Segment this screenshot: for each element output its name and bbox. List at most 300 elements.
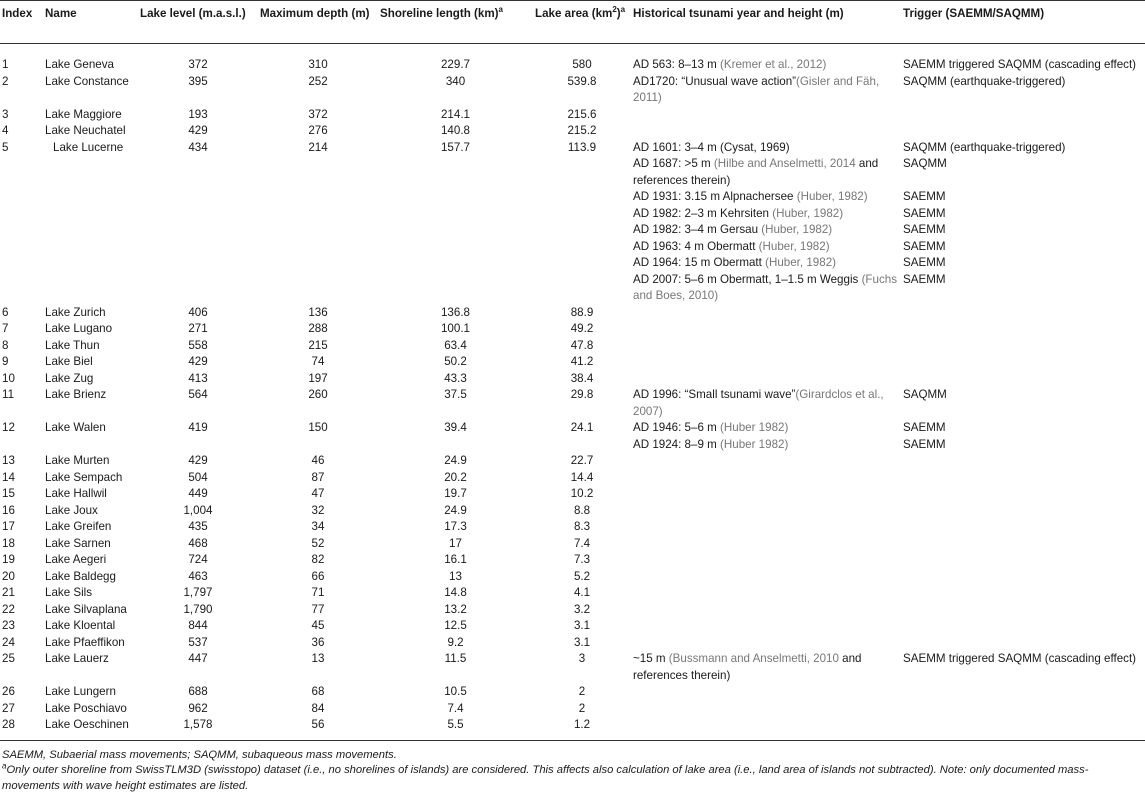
cell-shoreline: 10.5 bbox=[444, 685, 467, 698]
tsunami-event bbox=[633, 651, 899, 684]
cell-historical-tsunami bbox=[631, 123, 901, 140]
cell-index: 18 bbox=[2, 536, 15, 550]
table-row bbox=[0, 618, 1145, 635]
table-row bbox=[0, 569, 1145, 586]
cell-max-depth: 46 bbox=[311, 454, 325, 467]
cell-index: 23 bbox=[2, 619, 15, 632]
cell-shoreline: 50.2 bbox=[444, 355, 467, 368]
cell-historical-tsunami bbox=[631, 569, 901, 586]
event-reference: (Huber, 1982) bbox=[772, 206, 844, 220]
cell-trigger bbox=[901, 552, 1145, 569]
cell-trigger bbox=[901, 651, 1145, 684]
cell-name: Lake Silvaplana bbox=[45, 602, 127, 616]
cell-index: 11 bbox=[2, 388, 15, 401]
table-row bbox=[0, 684, 1145, 701]
cell-area: 8.8 bbox=[573, 503, 591, 517]
cell-lake-level: 463 bbox=[188, 569, 208, 583]
cell-area: 215.6 bbox=[567, 107, 597, 121]
event-text: AD 1601: 3–4 m (Cysat, 1969) bbox=[633, 140, 790, 154]
cell-index: 19 bbox=[2, 553, 15, 566]
table-row bbox=[0, 321, 1145, 338]
cell-shoreline: 63.4 bbox=[444, 338, 467, 352]
cell-name: Lake Thun bbox=[45, 338, 100, 352]
table-header bbox=[0, 1, 1145, 44]
trigger-value: SAEMM bbox=[903, 206, 946, 220]
footnote-a: $^a$Only outer shoreline from SwissTLM3D (swisstopo) dataset (i.e., no shorelines of islands) are considered. This affects also calculation of lake area (i.e., land area of islands not subtracted). Note: only documented mass-movements with wave height estimates are listed. bbox=[2, 761, 1089, 792]
cell-trigger bbox=[901, 717, 1145, 740]
table-row bbox=[0, 552, 1145, 569]
cell-lake-level: 564 bbox=[188, 388, 208, 401]
table-row bbox=[0, 44, 1145, 74]
cell-max-depth: 252 bbox=[308, 74, 328, 88]
cell-trigger bbox=[901, 602, 1145, 619]
cell-max-depth: 52 bbox=[311, 536, 325, 550]
trigger-value: SAEMM bbox=[903, 437, 946, 451]
cell-shoreline: 11.5 bbox=[444, 652, 467, 665]
tsunami-event bbox=[633, 387, 899, 420]
cell-shoreline: 140.8 bbox=[440, 124, 470, 137]
table-row bbox=[0, 354, 1145, 371]
cell-historical-tsunami bbox=[631, 684, 901, 701]
table-row bbox=[0, 503, 1145, 520]
cell-index: 5 bbox=[2, 140, 9, 154]
event-text: AD 1924: 8–9 m bbox=[633, 437, 721, 451]
cell-area: 2 bbox=[578, 701, 586, 715]
tsunami-event bbox=[633, 239, 899, 256]
event-reference: (Huber, 1982) bbox=[796, 190, 868, 203]
cell-shoreline: 214.1 bbox=[440, 107, 470, 121]
cell-name: Lake Zug bbox=[45, 371, 94, 385]
cell-shoreline: 20.2 bbox=[444, 470, 467, 484]
table-row bbox=[0, 519, 1145, 536]
cell-area: 24.1 bbox=[570, 421, 594, 434]
cell-historical-tsunami bbox=[631, 635, 901, 652]
tsunami-event bbox=[633, 437, 899, 454]
cell-max-depth: 136 bbox=[308, 305, 328, 319]
cell-historical-tsunami bbox=[631, 140, 901, 305]
cell-index: 25 bbox=[2, 652, 15, 665]
cell-area: 10.2 bbox=[570, 487, 594, 500]
cell-name: Lake Lugano bbox=[45, 322, 113, 335]
cell-lake-level: 504 bbox=[188, 470, 208, 484]
cell-index: 7 bbox=[2, 322, 9, 335]
event-text: AD 1982: 3–4 m Gersau bbox=[633, 223, 762, 236]
tsunami-event bbox=[633, 272, 899, 305]
cell-trigger bbox=[901, 107, 1145, 124]
cell-area: 3 bbox=[578, 652, 586, 665]
cell-index: 1 bbox=[2, 58, 9, 71]
event-reference: (Hilbe and Anselmetti, 2014 bbox=[713, 157, 856, 170]
cell-trigger bbox=[901, 44, 1145, 74]
cell-historical-tsunami bbox=[631, 371, 901, 388]
cell-trigger bbox=[901, 684, 1145, 701]
cell-name: Lake Sarnen bbox=[45, 536, 111, 550]
event-reference: (Huber, 1982) bbox=[758, 239, 830, 253]
table-row bbox=[0, 387, 1145, 420]
cell-index: 14 bbox=[2, 470, 15, 484]
cell-area: 1.2 bbox=[533, 717, 631, 740]
cell-trigger bbox=[901, 371, 1145, 388]
cell-historical-tsunami bbox=[631, 44, 901, 74]
cell-lake-level: 271 bbox=[188, 322, 208, 335]
cell-lake-level: 558 bbox=[188, 338, 208, 352]
tsunami-event bbox=[633, 255, 899, 272]
cell-lake-level: 449 bbox=[188, 487, 208, 500]
table-footnotes bbox=[0, 748, 1145, 795]
cell-historical-tsunami bbox=[631, 519, 901, 536]
cell-lake-level: 434 bbox=[188, 140, 208, 154]
event-text: ~15 m bbox=[633, 652, 669, 665]
cell-index: 6 bbox=[2, 305, 9, 319]
cell-name: Lake Oeschinen bbox=[43, 717, 138, 740]
cell-lake-level: 1,004 bbox=[183, 503, 213, 517]
event-text: AD 1982: 2–3 m Kehrsiten bbox=[633, 206, 773, 220]
event-reference: (Fuchs and Boes, 2010) bbox=[633, 272, 897, 302]
table-row bbox=[0, 536, 1145, 553]
cell-max-depth: 214 bbox=[308, 140, 328, 154]
trigger-value: SAEMM triggered SAQMM (cascading effect) bbox=[903, 58, 1137, 71]
table-row bbox=[0, 585, 1145, 602]
cell-max-depth: 372 bbox=[308, 107, 328, 121]
trigger-value: SAQMM (earthquake-triggered) bbox=[903, 74, 1066, 88]
cell-shoreline: 7.4 bbox=[447, 701, 464, 715]
tsunami-event bbox=[633, 420, 899, 437]
table-body bbox=[0, 44, 1145, 741]
cell-historical-tsunami bbox=[631, 74, 901, 107]
cell-index: 24 bbox=[2, 635, 15, 649]
event-reference: (Huber 1982) bbox=[720, 437, 789, 451]
cell-lake-level: 372 bbox=[188, 58, 208, 71]
cell-historical-tsunami bbox=[631, 486, 901, 503]
table-row bbox=[0, 701, 1145, 718]
cell-area: 4.1 bbox=[573, 586, 591, 599]
header-name: Name bbox=[43, 1, 138, 44]
cell-area: 2 bbox=[578, 685, 586, 698]
cell-historical-tsunami bbox=[631, 602, 901, 619]
cell-shoreline: 19.7 bbox=[444, 487, 467, 500]
cell-name: Lake Greifen bbox=[45, 520, 112, 533]
cell-area: 3.1 bbox=[573, 619, 591, 632]
event-text-cont: and references therein) bbox=[633, 157, 879, 187]
cell-trigger bbox=[901, 519, 1145, 536]
cell-shoreline: 39.4 bbox=[444, 421, 467, 434]
cell-name: Lake Hallwil bbox=[45, 487, 107, 500]
cell-max-depth: 32 bbox=[311, 503, 325, 517]
trigger-value: SAEMM bbox=[903, 190, 946, 203]
event-reference: (Girardclos et al., 2007) bbox=[633, 388, 884, 418]
header-index: Index bbox=[0, 1, 43, 44]
cell-area: 41.2 bbox=[570, 355, 594, 368]
event-reference: (Gisler and Fäh, 2011) bbox=[633, 74, 880, 104]
cell-max-depth: 84 bbox=[311, 701, 325, 715]
cell-index: 4 bbox=[2, 124, 9, 137]
cell-area: 580 bbox=[572, 58, 592, 71]
cell-name: Lake Aegeri bbox=[45, 553, 107, 566]
cell-index: 28 bbox=[0, 717, 43, 740]
tsunami-event bbox=[633, 57, 899, 74]
cell-area: 7.4 bbox=[573, 536, 591, 550]
cell-name: Lake Maggiore bbox=[45, 107, 122, 121]
cell-index: 2 bbox=[2, 74, 9, 88]
cell-max-depth: 71 bbox=[311, 586, 325, 599]
cell-name: Lake Constance bbox=[45, 74, 129, 88]
event-text: AD 2007: 5–6 m Obermatt, 1–1.5 m Weggis bbox=[633, 272, 862, 286]
cell-max-depth: 197 bbox=[308, 371, 328, 385]
table-row bbox=[0, 74, 1145, 107]
event-text: AD 1963: 4 m Obermatt bbox=[633, 239, 759, 253]
cell-lake-level: 429 bbox=[188, 124, 208, 137]
cell-index: 9 bbox=[2, 355, 9, 368]
cell-shoreline: 100.1 bbox=[440, 322, 470, 335]
cell-max-depth: 13 bbox=[311, 652, 325, 665]
cell-historical-tsunami bbox=[631, 453, 901, 470]
cell-shoreline: 17.3 bbox=[444, 520, 467, 533]
cell-historical-tsunami bbox=[631, 338, 901, 355]
event-reference: (Bussmann and Anselmetti, 2010 bbox=[668, 652, 839, 665]
cell-area: 8.3 bbox=[573, 520, 591, 533]
cell-lake-level: 1,578 bbox=[138, 717, 258, 740]
cell-max-depth: 276 bbox=[308, 124, 328, 137]
cell-lake-level: 724 bbox=[188, 553, 208, 566]
trigger-value: SAEMM bbox=[903, 421, 946, 434]
table-row bbox=[0, 123, 1145, 140]
cell-area: 215.2 bbox=[567, 124, 597, 137]
cell-historical-tsunami bbox=[631, 321, 901, 338]
cell-name: Lake Pfaeffikon bbox=[45, 635, 125, 649]
cell-trigger bbox=[901, 486, 1145, 503]
cell-trigger bbox=[901, 585, 1145, 602]
cell-max-depth: 87 bbox=[311, 470, 325, 484]
cell-shoreline: 12.5 bbox=[444, 619, 467, 632]
cell-trigger bbox=[901, 701, 1145, 718]
cell-area: 49.2 bbox=[570, 322, 594, 335]
cell-trigger bbox=[901, 354, 1145, 371]
cell-name: Lake Sempach bbox=[45, 470, 123, 484]
cell-index: 15 bbox=[2, 487, 15, 500]
cell-historical-tsunami bbox=[631, 305, 901, 322]
cell-historical-tsunami bbox=[631, 618, 901, 635]
cell-index: 12 bbox=[2, 421, 15, 434]
table-row bbox=[0, 338, 1145, 355]
cell-index: 22 bbox=[2, 602, 15, 616]
cell-area: 22.7 bbox=[570, 454, 594, 467]
cell-max-depth: 310 bbox=[308, 58, 328, 71]
cell-max-depth: 47 bbox=[311, 487, 325, 500]
event-text: AD 563: 8–13 m bbox=[633, 58, 721, 71]
trigger-value: SAEMM bbox=[903, 272, 946, 286]
event-reference: (Huber, 1982) bbox=[765, 256, 837, 269]
cell-historical-tsunami bbox=[631, 536, 901, 553]
cell-lake-level: 1,797 bbox=[183, 586, 213, 599]
cell-lake-level: 419 bbox=[188, 421, 208, 434]
cell-area: 113.9 bbox=[567, 140, 597, 154]
cell-trigger bbox=[901, 420, 1145, 453]
tsunami-event bbox=[633, 140, 899, 157]
event-text: AD 1931: 3.15 m Alpnachersee bbox=[633, 190, 797, 203]
tsunami-event bbox=[633, 156, 899, 189]
cell-index: 13 bbox=[2, 454, 15, 467]
cell-lake-level: 844 bbox=[188, 619, 208, 632]
cell-max-depth: 260 bbox=[308, 388, 328, 401]
cell-trigger bbox=[901, 338, 1145, 355]
cell-trigger bbox=[901, 569, 1145, 586]
cell-name: Lake Geneva bbox=[45, 58, 114, 71]
cell-name: Lake Poschiavo bbox=[45, 701, 127, 715]
footnote-abbreviations: SAEMM, Subaerial mass movements; SAQMM, subaqueous mass movements. bbox=[2, 748, 397, 761]
table-row bbox=[0, 470, 1145, 487]
header-depth: Maximum depth (m) bbox=[258, 1, 378, 44]
cell-index: 17 bbox=[2, 520, 15, 533]
cell-trigger bbox=[901, 321, 1145, 338]
cell-name: Lake Neuchatel bbox=[45, 124, 126, 137]
cell-max-depth: 36 bbox=[311, 635, 325, 649]
cell-shoreline: 37.5 bbox=[444, 388, 467, 401]
cell-lake-level: 193 bbox=[188, 107, 208, 121]
cell-area: 29.8 bbox=[570, 388, 594, 401]
cell-trigger bbox=[901, 470, 1145, 487]
cell-lake-level: 395 bbox=[188, 74, 208, 88]
table-row bbox=[0, 486, 1145, 503]
cell-name: Lake Biel bbox=[45, 355, 93, 368]
cell-index: 8 bbox=[2, 338, 9, 352]
header-level: Lake level (m.a.s.l.) bbox=[138, 1, 258, 44]
cell-lake-level: 962 bbox=[188, 701, 208, 715]
cell-area: 14.4 bbox=[570, 470, 594, 484]
cell-trigger bbox=[901, 123, 1145, 140]
cell-trigger bbox=[901, 536, 1145, 553]
cell-name: Lake Zurich bbox=[45, 305, 106, 319]
cell-trigger bbox=[901, 140, 1145, 305]
tsunami-event bbox=[633, 189, 899, 206]
cell-historical-tsunami bbox=[631, 387, 901, 420]
table-row bbox=[0, 717, 1145, 740]
event-text: AD 1996: “Small tsunami wave” bbox=[633, 388, 796, 401]
cell-index: 27 bbox=[2, 701, 15, 715]
cell-name: Lake Brienz bbox=[45, 388, 107, 401]
cell-lake-level: 688 bbox=[188, 685, 208, 698]
cell-name: Lake Kloental bbox=[45, 619, 116, 632]
cell-index: 16 bbox=[2, 503, 15, 517]
cell-lake-level: 1,790 bbox=[183, 602, 213, 616]
cell-name: Lake Murten bbox=[45, 454, 110, 467]
trigger-value: SAEMM triggered SAQMM (cascading effect) bbox=[903, 652, 1137, 665]
table-row bbox=[0, 107, 1145, 124]
event-reference: (Huber 1982) bbox=[720, 421, 789, 434]
cell-name: Lake Baldegg bbox=[45, 569, 116, 583]
cell-max-depth: 68 bbox=[311, 685, 325, 698]
cell-historical-tsunami bbox=[631, 503, 901, 520]
cell-trigger bbox=[901, 453, 1145, 470]
trigger-value: SAQMM (earthquake-triggered) bbox=[903, 140, 1066, 154]
cell-trigger bbox=[901, 74, 1145, 107]
header-trigger: Trigger (SAEMM/SAQMM) bbox=[901, 1, 1145, 44]
event-text-cont: and references therein) bbox=[633, 652, 862, 682]
cell-shoreline: 24.9 bbox=[444, 503, 467, 517]
cell-trigger bbox=[901, 503, 1145, 520]
cell-historical-tsunami bbox=[631, 420, 901, 453]
cell-shoreline: 229.7 bbox=[440, 58, 470, 71]
cell-max-depth: 74 bbox=[311, 355, 325, 368]
cell-shoreline: 340 bbox=[445, 74, 466, 88]
cell-historical-tsunami bbox=[631, 701, 901, 718]
cell-trigger bbox=[901, 387, 1145, 420]
cell-shoreline: 136.8 bbox=[440, 305, 470, 319]
cell-lake-level: 406 bbox=[188, 305, 208, 319]
cell-max-depth: 66 bbox=[311, 569, 325, 583]
cell-trigger bbox=[901, 305, 1145, 322]
cell-max-depth: 288 bbox=[308, 322, 328, 335]
cell-max-depth: 45 bbox=[311, 619, 325, 632]
cell-name: Lake Sils bbox=[45, 586, 93, 599]
event-text: AD 1964: 15 m Obermatt bbox=[633, 256, 766, 269]
cell-area: 3.2 bbox=[573, 602, 591, 616]
cell-lake-level: 429 bbox=[188, 355, 208, 368]
tsunami-event bbox=[633, 222, 899, 239]
cell-lake-level: 468 bbox=[188, 536, 208, 550]
cell-index: 21 bbox=[2, 586, 15, 599]
cell-shoreline: 24.9 bbox=[444, 454, 467, 467]
cell-area: 539.8 bbox=[567, 74, 597, 88]
table-row bbox=[0, 305, 1145, 322]
event-reference: (Huber, 1982) bbox=[761, 223, 833, 236]
event-reference: (Kremer et al., 2012) bbox=[720, 58, 827, 71]
cell-trigger bbox=[901, 635, 1145, 652]
header-shoreline: Shoreline length (km)$^a$ bbox=[378, 1, 533, 44]
cell-shoreline: 43.3 bbox=[444, 371, 467, 385]
table-row bbox=[0, 602, 1145, 619]
cell-lake-level: 537 bbox=[188, 635, 208, 649]
table-row bbox=[0, 453, 1145, 470]
cell-max-depth: 150 bbox=[308, 421, 328, 434]
table-row bbox=[0, 140, 1145, 305]
tsunami-event bbox=[633, 206, 899, 223]
header-area: Lake area $(km^2)^a$ bbox=[533, 1, 631, 44]
event-text: AD 1946: 5–6 m bbox=[633, 421, 721, 434]
trigger-value: SAQMM bbox=[903, 388, 947, 401]
cell-shoreline: 9.2 bbox=[447, 635, 464, 649]
cell-shoreline: 17 bbox=[449, 536, 462, 550]
cell-name: Lake Lauerz bbox=[45, 652, 109, 665]
cell-shoreline: 16.1 bbox=[444, 553, 467, 566]
cell-lake-level: 435 bbox=[188, 520, 208, 533]
cell-shoreline: 13.2 bbox=[444, 602, 467, 616]
cell-max-depth: 56 bbox=[258, 717, 378, 740]
cell-lake-level: 447 bbox=[188, 652, 208, 665]
cell-index: 26 bbox=[2, 685, 15, 698]
cell-historical-tsunami bbox=[631, 651, 901, 684]
cell-index: 10 bbox=[2, 371, 15, 385]
cell-shoreline: 157.7 bbox=[440, 140, 470, 154]
event-text: AD 1687: >5 m bbox=[633, 157, 714, 170]
trigger-value: SAEMM bbox=[903, 239, 946, 253]
cell-historical-tsunami bbox=[631, 470, 901, 487]
cell-area: 5.2 bbox=[573, 569, 591, 583]
header-historical-tsunami: Historical tsunami year and height (m) bbox=[631, 1, 901, 44]
cell-name: Lake Lucerne bbox=[53, 140, 124, 154]
cell-max-depth: 215 bbox=[308, 338, 328, 352]
cell-trigger bbox=[901, 618, 1145, 635]
cell-shoreline: 5.5 bbox=[378, 717, 533, 740]
cell-historical-tsunami bbox=[631, 107, 901, 124]
table-row bbox=[0, 635, 1145, 652]
trigger-value: SAEMM bbox=[903, 223, 946, 236]
cell-area: 7.3 bbox=[573, 553, 591, 566]
cell-historical-tsunami bbox=[631, 717, 901, 740]
cell-shoreline: 14.8 bbox=[444, 586, 467, 599]
cell-max-depth: 77 bbox=[311, 602, 325, 616]
cell-lake-level: 429 bbox=[188, 454, 208, 467]
cell-historical-tsunami bbox=[631, 354, 901, 371]
